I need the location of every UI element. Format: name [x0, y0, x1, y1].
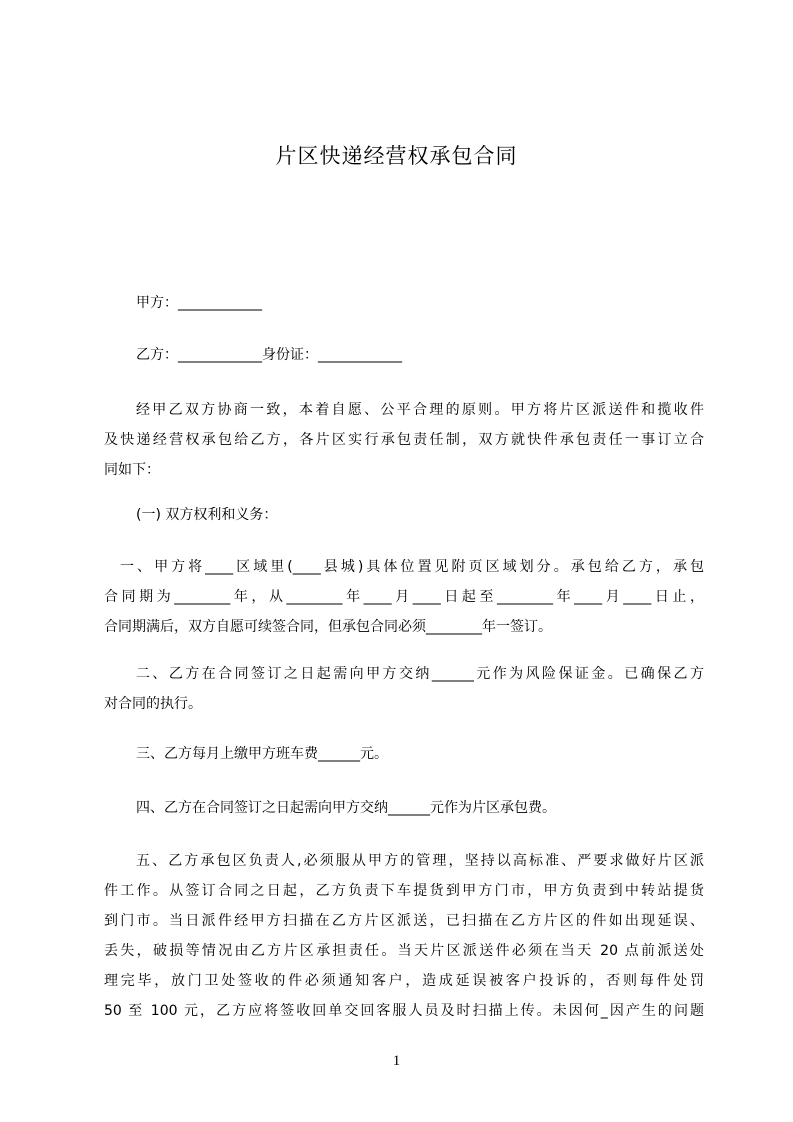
document-title: 片区快递经营权承包合同: [275, 144, 518, 168]
intro-paragraph: [104, 395, 704, 485]
intro-line: 及快递经营权承包给乙方，各片区实行承包责任制，双方就快件承包责任一事订立合: [104, 432, 704, 448]
clause-4-text: 四、乙方在合同签订之日起需向甲方交纳______元作为片区承包费。: [136, 800, 556, 816]
clause-2-line: 对合同的执行。: [104, 696, 202, 712]
clause-3-line: [104, 739, 704, 769]
clause-5-line: 理完毕，放门卫处签收的件必须通知客户，造成延误被客户投诉的，否则每件处罚: [104, 973, 704, 989]
clause-2-line: 二、乙方在合同签订之日起需向甲方交纳______元作为风险保证金。已确保乙方: [136, 666, 704, 682]
clause-1-paragraph: [104, 552, 704, 642]
clause-1-line: 合同期为________年，从________年____月____日起至________年____月____日止，: [104, 589, 704, 605]
clause-5-line: 丢失，破损等情况由乙方片区承担责任。当天片区派送件必须在当天 20 点前派送处: [104, 943, 704, 959]
clause-1-line: 合同期满后，双方自愿可续签合同，但承包合同必须________年一签订。: [104, 619, 552, 635]
clause-5-line: 五、乙方承包区负责人,必须服从甲方的管理，坚持以高标准、严要求做好片区派: [136, 853, 704, 869]
section-heading-line: [104, 500, 704, 530]
clause-5-line: 50 至 100 元，乙方应将签收回单交回客服人员及时扫描上传。未因何_因产生的问题: [104, 1003, 704, 1019]
party-a-line: [104, 288, 704, 318]
clause-4-line: [104, 793, 704, 823]
party-b-line: [104, 340, 704, 370]
party-b-text: 乙方：____________身份证：____________: [136, 347, 402, 363]
page-number: 1: [392, 1053, 401, 1069]
intro-line: 经甲乙双方协商一致，本着自愿、公平合理的原则。甲方将片区派送件和揽收件: [136, 402, 704, 418]
clause-2-paragraph: [104, 659, 704, 719]
clause-1-line: 一、甲方将____区域里(____县城)具体位置见附页区域划分。承包给乙方，承包: [120, 559, 704, 575]
party-a-text: 甲方：____________: [136, 295, 262, 311]
clause-5-paragraph: [104, 846, 704, 1026]
section-heading: (一) 双方权利和义务：: [136, 507, 278, 523]
clause-5-line: 到门市。当日派件经甲方扫描在乙方片区派送，已扫描在乙方片区的件如出现延误、: [104, 913, 704, 929]
clause-3-text: 三、乙方每月上缴甲方班车费______元。: [136, 746, 388, 762]
clause-5-line: 件工作。从签订合同之日起，乙方负责下车提货到甲方门市，甲方负责到中转站提货: [104, 883, 704, 899]
intro-line: 同如下：: [104, 462, 160, 478]
